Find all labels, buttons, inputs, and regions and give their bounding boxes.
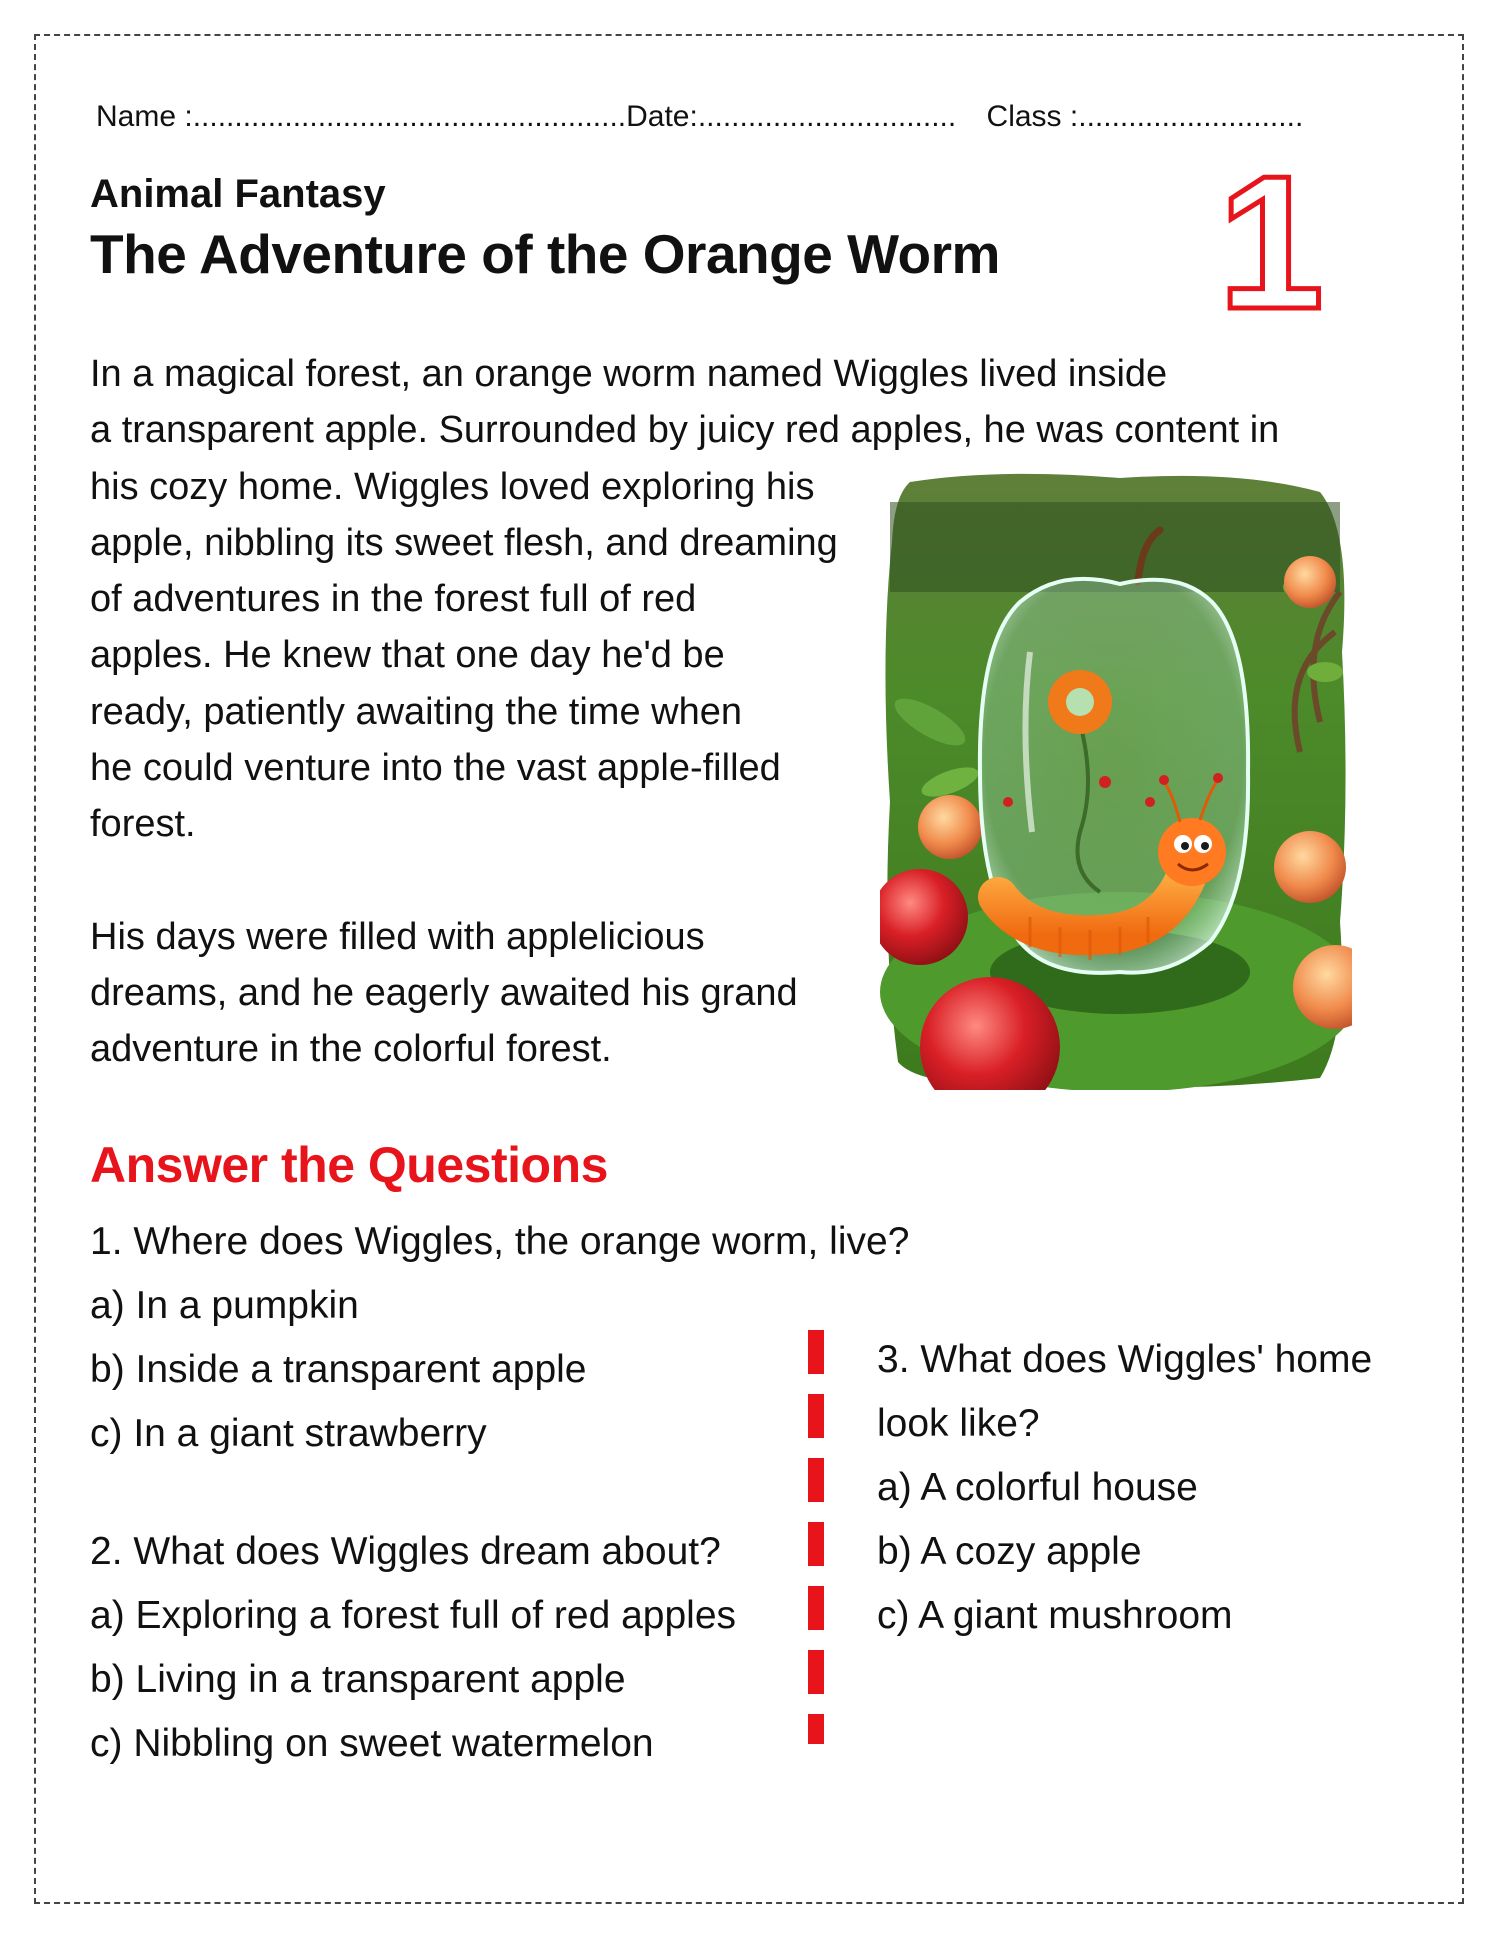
genre-label: Animal Fantasy: [90, 172, 386, 216]
story-line: In a magical forest, an orange worm named Wiggles lived inside: [90, 353, 1168, 395]
question-3-option-a[interactable]: a) A colorful house: [877, 1466, 1198, 1509]
question-3-line-1: 3. What does Wiggles' home: [877, 1338, 1373, 1381]
question-2: 2. What does Wiggles dream about?: [90, 1530, 721, 1573]
story-line: apples. He knew that one day he'd be: [90, 634, 725, 677]
question-1-option-c[interactable]: c) In a giant strawberry: [90, 1412, 487, 1455]
question-2-option-c[interactable]: c) Nibbling on sweet watermelon: [90, 1722, 654, 1765]
questions-left-column: [90, 1210, 909, 1776]
questions-heading: Answer the Questions: [90, 1137, 608, 1193]
class-field[interactable]: Class :...........................: [986, 100, 1304, 133]
question-1-option-b[interactable]: b) Inside a transparent apple: [90, 1348, 587, 1391]
story-line: of adventures in the forest full of red: [90, 578, 697, 621]
student-info-line: [96, 100, 1416, 134]
story-line: adventure in the colorful forest.: [90, 1028, 612, 1071]
story-line: his cozy home. Wiggles loved exploring his: [90, 465, 815, 508]
question-3-option-b[interactable]: b) A cozy apple: [877, 1530, 1142, 1573]
question-2-option-a[interactable]: a) Exploring a forest full of red apples: [90, 1594, 737, 1637]
question-1: 1. Where does Wiggles, the orange worm, live?: [90, 1220, 910, 1263]
page-number: 1: [1218, 158, 1324, 328]
story-line: he could venture into the vast apple-filled: [90, 747, 781, 790]
story-line: dreams, and he eagerly awaited his grand: [90, 971, 798, 1014]
name-date-field[interactable]: Name :....................................................Date:...............................: [96, 100, 957, 133]
worm-in-apple-illustration: [880, 472, 1352, 1090]
story-line: forest.: [90, 803, 196, 846]
question-1-option-a[interactable]: a) In a pumpkin: [90, 1284, 359, 1327]
question-3-option-c[interactable]: c) A giant mushroom: [877, 1594, 1233, 1637]
story-line: His days were filled with applelicious: [90, 915, 705, 958]
questions-right-column: [877, 1328, 1372, 1648]
question-gap: [90, 1466, 909, 1520]
story-title: The Adventure of the Orange Worm: [90, 223, 1000, 285]
question-2-option-b[interactable]: b) Living in a transparent apple: [90, 1658, 626, 1701]
story-line: a transparent apple. Surrounded by juicy red apples, he was content in: [90, 409, 1280, 452]
page-number-badge: [1212, 158, 1330, 328]
story-line: apple, nibbling its sweet flesh, and dreaming: [90, 521, 838, 564]
column-divider: [808, 1330, 824, 1750]
story-line: ready, patiently awaiting the time when: [90, 690, 742, 733]
question-3-line-2: look like?: [877, 1402, 1040, 1445]
